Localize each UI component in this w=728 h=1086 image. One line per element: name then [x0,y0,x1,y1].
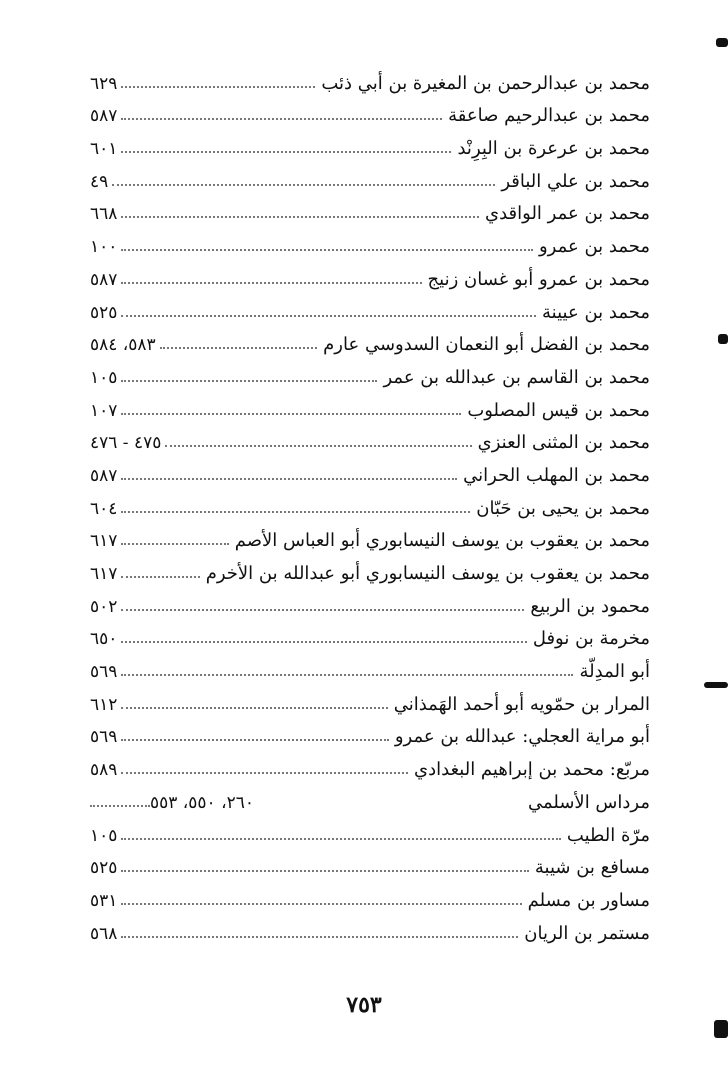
dot-leader [121,380,377,382]
entry-name: محمد بن يعقوب بن يوسف النيسابوري أبو عبدالله بن الأخرم [205,563,650,584]
index-entry [90,881,650,914]
dot-leader [90,805,150,807]
dot-leader [121,609,524,611]
index-entry [90,129,650,162]
index-entry [90,620,650,653]
dot-leader [121,151,451,153]
entry-name: مربّع: محمد بن إبراهيم البغدادي [414,759,650,781]
dot-leader [121,216,479,218]
entry-pages: ٥٦٨ [90,923,118,944]
index-entry [90,587,650,620]
dot-leader [112,184,495,186]
dot-leader [121,903,521,905]
entry-name: محمد بن عرعرة بن البِرِنْد [457,138,650,160]
dot-leader [165,445,471,447]
entry-name: محمود بن الربيع [530,595,650,617]
index-entry [90,358,650,391]
entry-pages: ٥٣١ [90,890,118,911]
dot-leader [121,772,408,774]
dot-leader [121,511,470,513]
index-entry [90,97,650,130]
entry-name: المرار بن حمّويه أبو أحمد الهَمذاني [393,693,650,715]
entry-name: مخرمة بن نوفل [532,628,650,650]
entry-name: مسافع بن شيبة [534,857,650,879]
entry-pages: ٥٨٧ [90,269,118,290]
entry-name: محمد بن عمر الواقدي [485,203,650,225]
entry-pages: ٦٠١ [90,139,118,160]
entry-pages: ٥٦٩ [90,662,118,683]
entry-pages: ٦١٧ [90,564,118,584]
entry-name: مرّة الطيب [566,824,650,846]
dot-leader [121,413,461,415]
entry-pages: ٦١٧ [90,531,118,552]
entry-pages: ٤٩ [90,171,109,192]
index-entry [90,783,650,816]
entry-pages: ٥٨٣، ٥٨٤ [90,335,156,356]
index-entry [90,195,650,228]
entry-name: محمد بن عمرو [538,236,650,258]
entry-pages: ٦١٢ [90,694,118,715]
index-entry [90,391,650,424]
dot-leader [121,315,536,317]
entry-name: أبو مراية العجلي: عبدالله بن عمرو [394,726,650,748]
entry-pages: ٦٠٤ [90,498,118,519]
index-entry [90,293,650,326]
entry-name: محمد بن قيس المصلوب [467,399,650,421]
entry-name: مرداس الأسلمي [527,791,650,813]
entry-name: محمد بن المثنى العنزي [477,432,650,454]
edge-mark [718,334,728,344]
dot-leader [121,936,518,938]
entry-pages: ٥٦٩ [90,727,118,748]
entry-name: أبو المدِلّة [579,661,650,683]
entry-name: محمد بن يحيى بن حَبّان [476,497,650,519]
entry-pages: ٦٦٨ [90,204,118,225]
entry-pages: ٦٥٠ [90,629,118,650]
edge-mark [716,38,728,47]
index-entry [90,522,650,555]
dot-leader [121,118,442,120]
index-entry [90,162,650,195]
entry-name: محمد بن عمرو أبو غسان زنيج [427,268,650,290]
index-entry [90,489,650,522]
entry-name: محمد بن عبدالرحمن بن المغيرة بن أبي ذئب [321,72,650,94]
dot-leader [121,282,421,284]
index-entry [90,849,650,882]
dot-leader [121,249,533,251]
index-entry [90,424,650,457]
page-number: ٧٥٣ [346,992,382,1018]
entry-pages: ٥٨٩ [90,760,118,781]
dot-leader [121,674,573,676]
entry-pages: ٥٨٧ [90,465,118,486]
dot-leader [121,838,561,840]
entry-name: محمد بن الفضل أبو النعمان السدوسي عارم [323,334,650,356]
index-entry [90,456,650,489]
entry-name: محمد بن يعقوب بن يوسف النيسابوري أبو العباس الأصم [234,530,650,552]
index-entry [90,64,650,97]
dot-leader [121,707,387,709]
dot-leader [121,870,528,872]
dot-leader [121,576,199,578]
dot-leader [121,739,388,741]
entry-pages: ١٠٧ [90,400,118,421]
index-entry [90,816,650,849]
index-entry [90,685,650,718]
name-index-list [90,64,650,947]
entry-pages: ٥٠٢ [90,596,118,617]
entry-name: مساور بن مسلم [527,889,650,911]
dot-leader [121,543,228,545]
entry-name: محمد بن عيينة [542,301,650,323]
edge-mark [714,1020,728,1038]
index-entry [90,718,650,751]
dot-leader [121,86,315,88]
entry-pages: ٦٢٩ [90,73,118,94]
edge-mark [704,682,728,688]
dot-leader [121,478,457,480]
entry-pages: ١٠٠ [90,237,118,258]
entry-name: محمد بن القاسم بن عبدالله بن عمر [383,366,650,388]
entry-pages: ٥٨٧ [90,106,118,127]
entry-pages: ٥٢٥ [90,302,118,323]
index-entry [90,750,650,783]
entry-pages: ١٠٥ [90,367,118,388]
dot-leader [160,347,317,349]
entry-pages: ٥٢٥ [90,858,118,879]
entry-name: محمد بن علي الباقر [501,170,650,192]
entry-pages: ١٠٥ [90,825,118,846]
index-entry [90,554,650,587]
entry-name: محمد بن المهلب الحراني [463,464,650,486]
index-entry [90,260,650,293]
entry-pages: ٤٧٥ - ٤٧٦ [90,433,162,454]
dot-leader [121,641,526,643]
entry-pages: ٢٦٠، ٥٥٠، ٥٥٣ [150,792,254,813]
index-entry [90,914,650,947]
index-entry [90,326,650,359]
index-entry [90,227,650,260]
index-entry [90,652,650,685]
entry-name: مستمر بن الريان [524,922,650,944]
entry-name: محمد بن عبدالرحيم صاعقة [448,105,650,127]
